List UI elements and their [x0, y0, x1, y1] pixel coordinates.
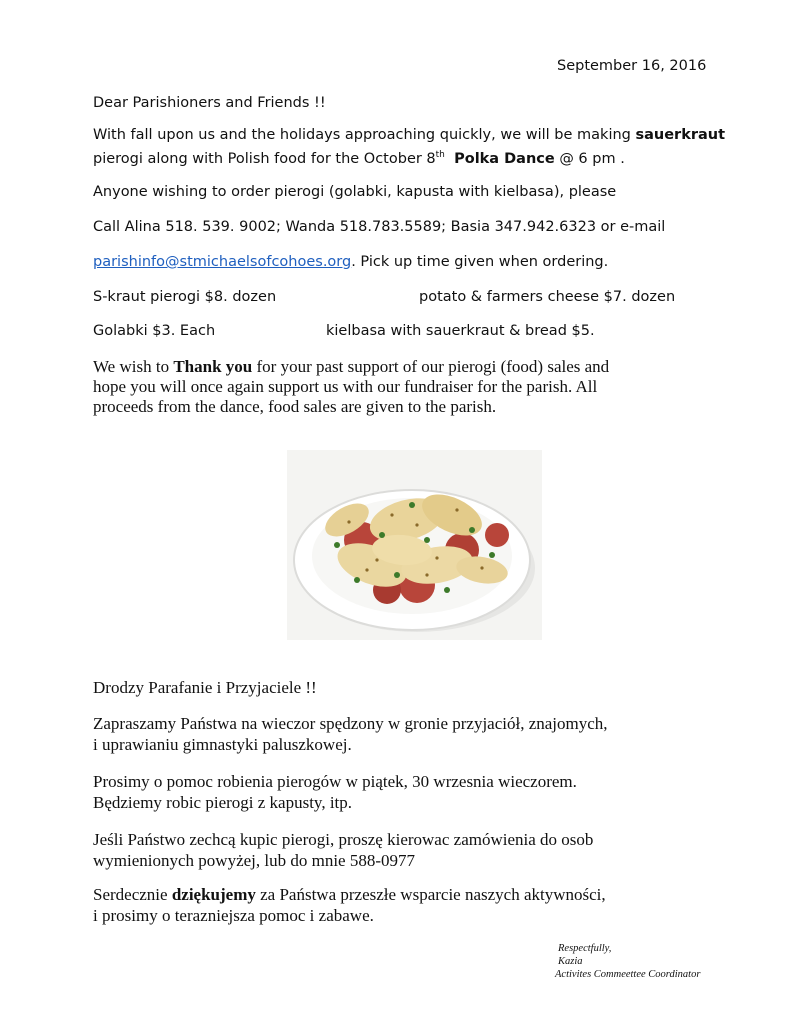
- p4-text-a: Serdecznie: [93, 885, 172, 904]
- email-link[interactable]: parishinfo@stmichaelsofcohoes.org: [93, 254, 352, 270]
- thanks-line-2: hope you will once again support us with our fundraiser for the parish. All: [93, 377, 598, 396]
- polish-greeting: Drodzy Parafanie i Przyjaciele !!: [93, 678, 317, 697]
- signature-title: Activites Commeettee Coordinator: [555, 969, 701, 980]
- polish-paragraph-3-line-1: Jeśli Państwo zechcą kupic pierogi, proszę kierowac zamówienia do osob: [93, 830, 594, 849]
- pierogi-photo: [287, 450, 542, 640]
- email-line: [93, 254, 608, 270]
- price-golabki: Golabki $3. Each: [93, 323, 216, 339]
- english-paragraph-1-line-2: [93, 150, 625, 167]
- thank-you-bold: Thank you: [173, 357, 253, 376]
- dziekujemy-bold: dziękujemy: [171, 885, 256, 904]
- polish-paragraph-3-line-2: wymienionych powyżej, lub do mnie 588-0977: [93, 851, 416, 870]
- thanks-line-3: proceeds from the dance, food sales are given to the parish.: [93, 397, 497, 416]
- pickup-note: . Pick up time given when ordering.: [351, 254, 609, 270]
- p1-text-2: pierogi along with Polish food for the October 8: [93, 150, 436, 167]
- p4-text-c: za Państwa przeszłe wsparcie naszych aktywności,: [255, 885, 606, 904]
- thanks-text-a: We wish to: [93, 357, 174, 376]
- english-paragraph-2: Anyone wishing to order pierogi (golabki, kapusta with kielbasa), please: [93, 184, 617, 200]
- polish-paragraph-2-line-2: Będziemy robic pierogi z kapusty, itp.: [93, 793, 353, 812]
- sauerkraut-bold: sauerkraut: [635, 127, 726, 143]
- signature-name: Kazia: [558, 956, 583, 967]
- price-kielbasa: kielbasa with sauerkraut & bread $5.: [326, 323, 595, 339]
- polish-paragraph-2-line-1: Prosimy o pomoc robienia pierogów w piątek, 30 wrzesnia wieczorem.: [93, 772, 577, 791]
- english-greeting: Dear Parishioners and Friends !!: [93, 95, 326, 111]
- polka-dance-bold: Polka Dance: [454, 150, 555, 167]
- superscript-th: th: [435, 150, 445, 160]
- thanks-text-c: for your past support of our pierogi (food) sales and: [252, 357, 610, 376]
- polish-paragraph-4-line-1: [93, 885, 606, 905]
- p1-text: With fall upon us and the holidays approaching quickly, we will be making: [93, 127, 636, 143]
- p1-time: @ 6 pm .: [554, 150, 625, 167]
- polish-paragraph-1-line-2: i uprawianiu gimnastyki paluszkowej.: [93, 735, 352, 754]
- letter-date: September 16, 2016: [557, 58, 707, 74]
- polish-paragraph-1-line-1: Zapraszamy Państwa na wieczor spędzony w gronie przyjaciół, znajomych,: [93, 714, 608, 733]
- polish-paragraph-4-line-2: i prosimy o terazniejsza pomoc i zabawe.: [93, 906, 374, 925]
- english-paragraph-1-line-1: [93, 127, 725, 143]
- thanks-line-1: [93, 357, 609, 377]
- price-potato-cheese: potato & farmers cheese $7. dozen: [419, 289, 676, 305]
- signature-respectfully: Respectfully,: [558, 943, 612, 954]
- price-s-kraut: S-kraut pierogi $8. dozen: [93, 289, 277, 305]
- english-contact-line: Call Alina 518. 539. 9002; Wanda 518.783.5589; Basia 347.942.6323 or e-mail: [93, 219, 666, 235]
- pierogi-bowl-illustration: [287, 450, 542, 640]
